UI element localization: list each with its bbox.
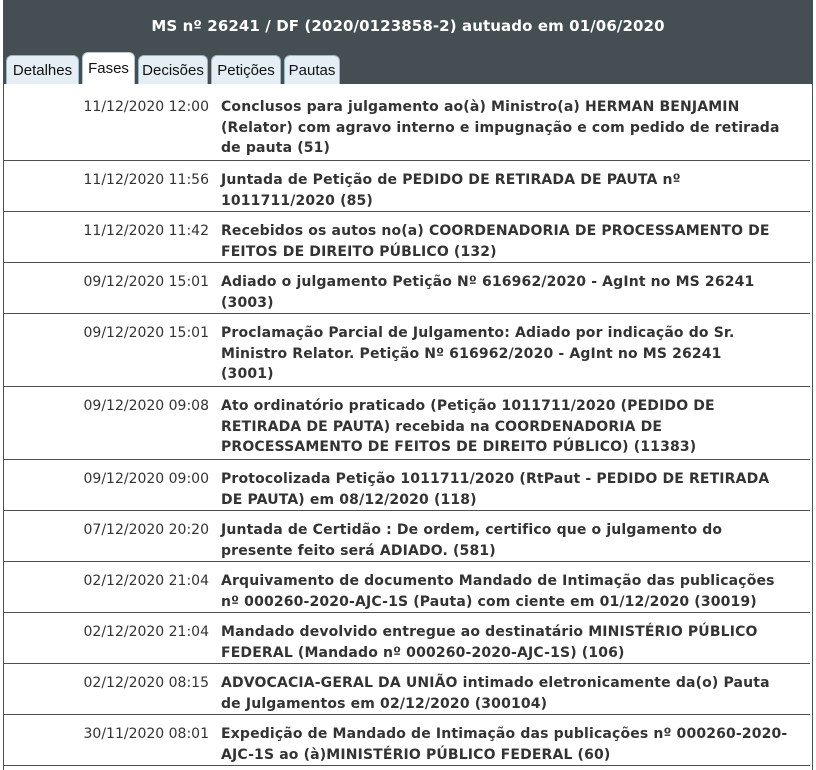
row-divider: [4, 612, 810, 613]
tab-pautas[interactable]: Pautas: [284, 55, 340, 84]
header-bar: [4, 0, 812, 84]
row-divider: [4, 211, 810, 212]
row-divider: [4, 714, 810, 715]
fase-description-line: presente feito será ADIADO. (581): [221, 542, 496, 559]
fase-description-line: (Relator) com agravo interno e impugnação e com pedido de retirada: [221, 119, 780, 136]
fase-description: [221, 622, 791, 663]
row-divider: [4, 160, 810, 161]
fase-description-line: Arquivamento de documento Mandado de Intimação das publicações: [221, 573, 775, 589]
fase-datetime: 02/12/2020 08:15: [83, 675, 209, 691]
fase-description: [221, 97, 791, 159]
fase-datetime: 09/12/2020 15:01: [83, 325, 209, 341]
fase-description-line: DE PAUTA) em 08/12/2020 (118): [221, 491, 477, 508]
fase-description-line: Ato ordinatório praticado (Petição 1011711/2020 (PEDIDO DE: [221, 398, 715, 414]
fase-description-line: AJC-1S ao (à)MINISTÉRIO PÚBLICO FEDERAL (60): [221, 746, 611, 763]
tab-fases[interactable]: Fases: [82, 52, 135, 84]
fase-description: [221, 673, 791, 714]
fase-datetime: 09/12/2020 15:01: [83, 274, 209, 290]
fase-description: [221, 170, 791, 211]
fase-description: [221, 272, 791, 313]
row-divider: [4, 510, 810, 511]
fase-description-line: PROCESSAMENTO DE FEITOS DE DIREITO PÚBLICO) (11383): [221, 439, 697, 455]
fase-datetime: 09/12/2020 09:00: [83, 471, 209, 487]
row-divider: [4, 262, 810, 263]
fase-datetime: 07/12/2020 20:20: [83, 522, 209, 538]
fase-datetime: 11/12/2020 11:56: [83, 172, 209, 188]
tab-detalhes[interactable]: Detalhes: [6, 55, 79, 84]
fase-description-line: Conclusos para julgamento ao(à) Ministro(a) HERMAN BENJAMIN: [221, 99, 740, 115]
fase-description: [221, 323, 791, 385]
fase-description-line: (3003): [221, 294, 274, 311]
tab-decisoes[interactable]: Decisões: [138, 55, 208, 84]
fase-description: [221, 396, 791, 458]
fase-description-line: Mandado devolvido entregue ao destinatário MINISTÉRIO PÚBLICO: [221, 624, 758, 640]
tab-peticoes[interactable]: Petições: [211, 55, 281, 84]
fase-description-line: de pauta (51): [221, 140, 331, 156]
fase-description-line: Ministro Relator. Petição Nº 616962/2020 - AgInt no MS 26241: [221, 345, 722, 362]
fase-description: [221, 571, 791, 612]
fase-description-line: Protocolizada Petição 1011711/2020 (RtPaut - PEDIDO DE RETIRADA: [221, 471, 770, 487]
fase-datetime: 11/12/2020 12:00: [83, 99, 209, 115]
fase-description-line: 1011711/2020 (85): [221, 192, 373, 209]
fase-datetime: 09/12/2020 09:08: [83, 398, 209, 414]
fase-description-line: Expedição de Mandado de Intimação das publicações nº 000260-2020-: [221, 726, 788, 742]
fase-description: [221, 469, 791, 510]
fase-description-line: (3001): [221, 366, 274, 382]
row-divider: [4, 561, 810, 562]
row-divider: [4, 313, 810, 314]
fase-description: [221, 520, 791, 561]
fase-description-line: FEDERAL (Mandado nº 000260-2020-AJC-1S) (106): [221, 644, 625, 661]
fase-description-line: Juntada de Petição de PEDIDO DE RETIRADA DE PAUTA nº: [221, 172, 681, 188]
fase-datetime: 02/12/2020 21:04: [83, 573, 209, 589]
row-divider: [4, 663, 810, 664]
fase-description-line: Proclamação Parcial de Julgamento: Adiado por indicação do Sr.: [221, 325, 735, 341]
page-title: MS nº 26241 / DF (2020/0123858-2) autuado em 01/06/2020: [151, 17, 665, 35]
process-panel: [3, 0, 813, 770]
fase-description-line: Recebidos os autos no(a) COORDENADORIA DE PROCESSAMENTO DE: [221, 223, 770, 239]
fase-description-line: ADVOCACIA-GERAL DA UNIÃO intimado eletronicamente da(o) Pauta: [221, 675, 770, 691]
fase-datetime: 02/12/2020 21:04: [83, 624, 209, 640]
fase-description: [221, 221, 791, 262]
fase-description-line: nº 000260-2020-AJC-1S (Pauta) com ciente em 01/12/2020 (30019): [221, 593, 757, 610]
row-divider: [4, 459, 810, 460]
fase-datetime: 11/12/2020 11:42: [83, 223, 209, 239]
fase-description-line: Juntada de Certidão : De ordem, certifico que o julgamento do: [221, 522, 723, 538]
fase-datetime: 30/11/2020 08:01: [83, 726, 209, 742]
fase-description-line: RETIRADA DE PAUTA) recebida na COORDENADORIA DE: [221, 418, 663, 435]
row-divider: [4, 765, 810, 766]
row-divider: [4, 386, 810, 387]
fase-description: [221, 724, 791, 765]
fase-description-line: Adiado o julgamento Petição Nº 616962/2020 - AgInt no MS 26241: [221, 274, 755, 290]
fase-description-line: FEITOS DE DIREITO PÚBLICO (132): [221, 243, 497, 260]
fase-description-line: de Julgamentos em 02/12/2020 (300104): [221, 695, 548, 712]
